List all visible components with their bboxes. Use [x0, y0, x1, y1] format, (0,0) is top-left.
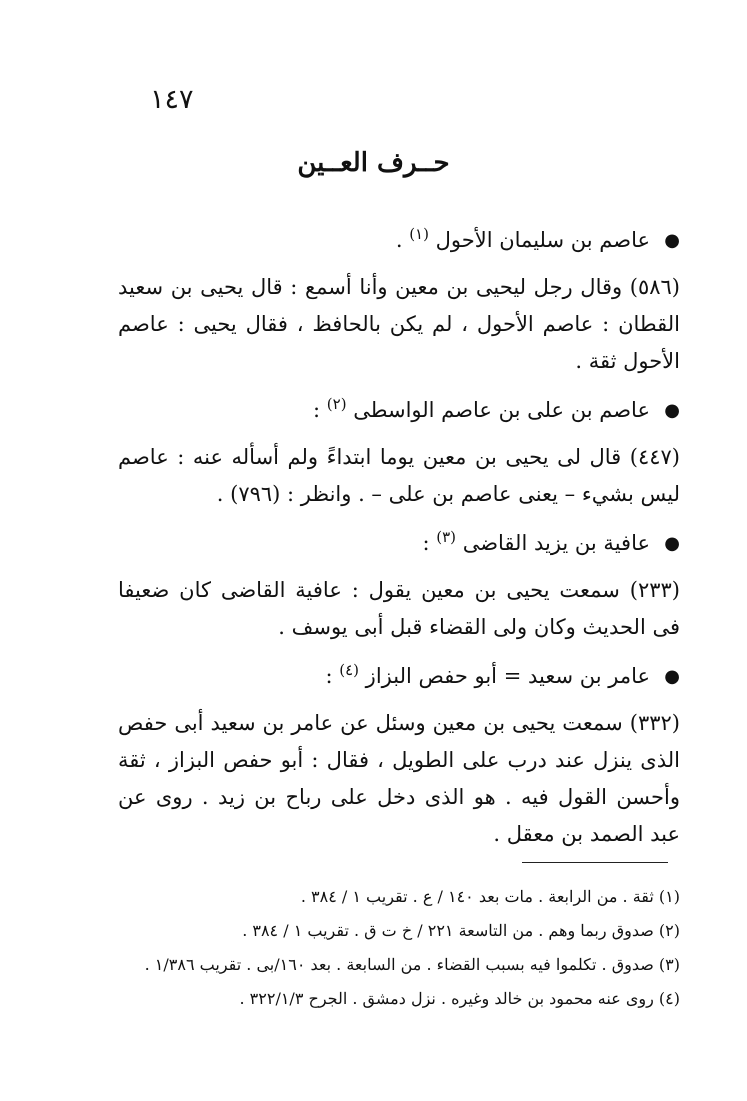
entry-text-4: (٣٣٢) سمعت يحيى بن معين وسئل عن عامر بن سعيد أبى حفص الذى ينزل عند درب على الطويل ، فقال : أبو حفص البزاز ، ثقة وأحسن القول فيه . هو الذى دخل على رباح بن زيد . روى عن عبد الصمد بن معقل .	[118, 711, 680, 846]
entry-title: عافية بن يزيد القاضى	[462, 531, 650, 555]
bullet-icon: ●	[664, 666, 680, 687]
section-heading: حــرف العــين	[297, 148, 450, 178]
bullet-icon: ●	[664, 230, 680, 251]
entry-text-1: (٥٨٦) وقال رجل ليحيى بن معين وأنا أسمع : قال يحيى بن سعيد القطان : عاصم الأحول ، لم يكن بالحافظ ، فقال يحيى : عاصم الأحول ثقة .	[118, 275, 680, 373]
entry-title: عاصم بن سليمان الأحول	[435, 228, 650, 252]
entry-title-end: .	[395, 228, 410, 252]
footnote-divider	[522, 862, 668, 863]
entry-head-3	[118, 525, 680, 562]
footnote-ref: (٤)	[339, 661, 359, 679]
bullet-icon: ●	[664, 400, 680, 421]
entry-head-4	[118, 658, 680, 695]
bullet-icon: ●	[664, 533, 680, 554]
footnotes	[118, 880, 680, 1016]
entry-title: عامر بن سعيد = أبو حفص البزاز	[365, 664, 650, 688]
footnote-ref: (٣)	[436, 528, 456, 546]
footnote-2: (٢) صدوق ربما وهم . من التاسعة ٢٢١ / خ ت ق . تقريب ١ / ٣٨٤ .	[242, 921, 680, 940]
entry-text-2: (٤٤٧) قال لى يحيى بن معين يوما ابتداءً ولم أسأله عنه : عاصم ليس بشيء – يعنى عاصم بن على – . وانظر : (٧٩٦) .	[118, 445, 680, 506]
main-content	[118, 222, 680, 865]
page-number: ١٤٧	[150, 84, 194, 115]
footnote-ref: (٢)	[326, 395, 347, 413]
entry-title-end: :	[313, 398, 327, 422]
entry-title: عاصم بن على بن عاصم الواسطى	[353, 398, 650, 422]
entry-head-2	[118, 392, 680, 429]
footnote-3: (٣) صدوق . تكلموا فيه بسبب القضاء . من السابعة . بعد ١٦٠/بى . تقريب ١/٣٨٦ .	[144, 955, 680, 974]
footnote-4: (٤) روى عنه محمود بن خالد وغيره . نزل دمشق . الجرح ٣٢٢/١/٣ .	[239, 989, 680, 1008]
entry-head-1	[118, 222, 680, 259]
entry-title-end: :	[422, 531, 437, 555]
entry-title-end: :	[325, 664, 340, 688]
footnote-ref: (١)	[409, 225, 429, 243]
entry-text-3: (٢٣٣) سمعت يحيى بن معين يقول : عافية القاضى كان ضعيفا فى الحديث وكان ولى القضاء قبل أبى يوسف .	[118, 578, 680, 639]
footnote-1: (١) ثقة . من الرابعة . مات بعد ١٤٠ / ع . تقريب ١ / ٣٨٤ .	[300, 887, 680, 906]
